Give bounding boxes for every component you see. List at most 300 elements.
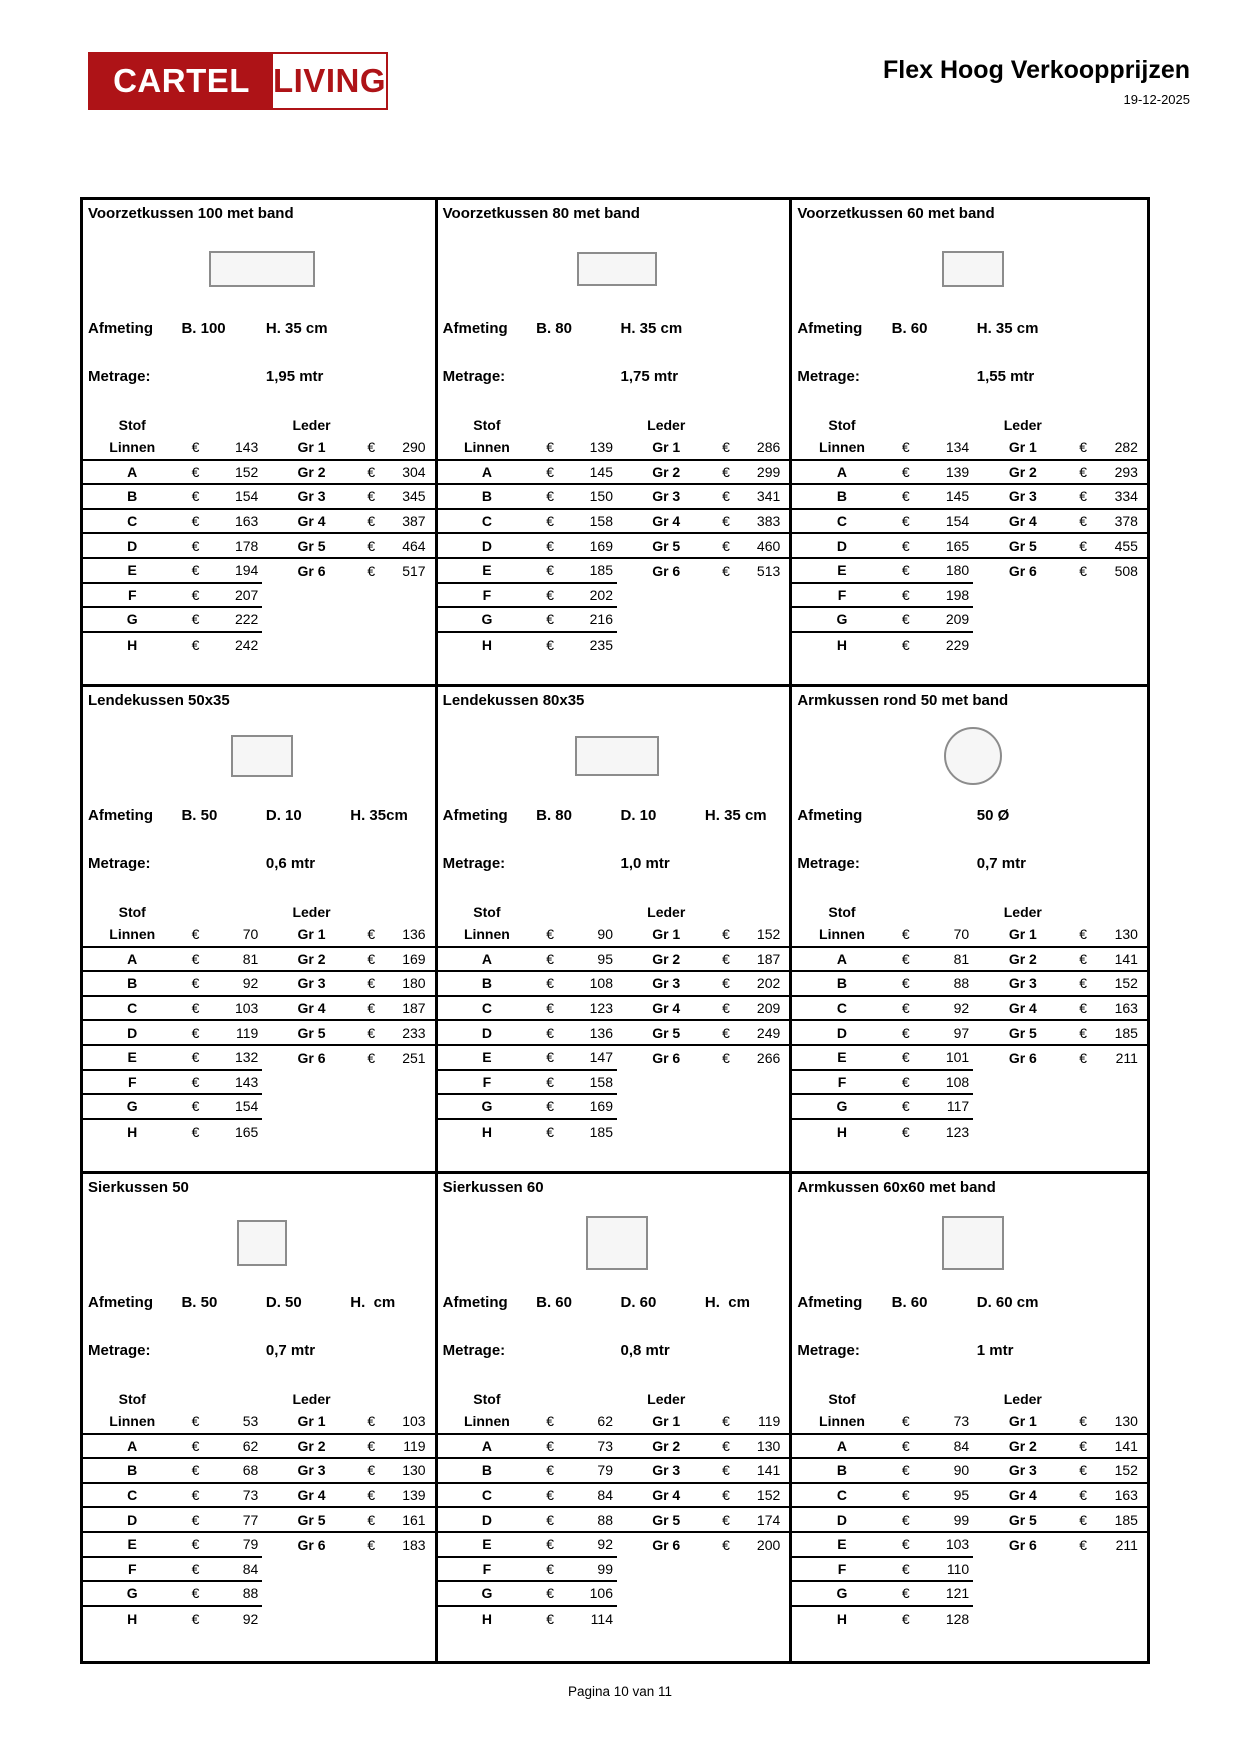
leather-price: 103 — [382, 1410, 435, 1435]
price-row — [83, 972, 435, 997]
euro-sign: € — [361, 485, 382, 510]
price-row — [83, 1120, 435, 1145]
price-table-header — [438, 414, 790, 436]
fabric-price: 185 — [564, 559, 617, 584]
fabric-label: F — [83, 1558, 181, 1583]
leather-price: 152 — [737, 1484, 790, 1509]
afmeting-label: Afmeting — [442, 320, 508, 337]
price-row — [792, 1410, 1147, 1435]
leather-grade-label — [262, 1558, 360, 1583]
leather-price: 185 — [1094, 1508, 1147, 1533]
fabric-price: 88 — [564, 1508, 617, 1533]
fabric-label: E — [792, 559, 891, 584]
fabric-price: 163 — [210, 510, 263, 535]
euro-sign: € — [892, 1484, 920, 1509]
leather-price — [382, 584, 435, 609]
fabric-price: 62 — [564, 1410, 617, 1435]
fabric-price: 154 — [210, 485, 263, 510]
dimension-value-2: H. 35 cm — [265, 320, 328, 337]
euro-sign: € — [361, 510, 382, 535]
leather-grade-label: Gr 1 — [262, 923, 360, 948]
product-card — [792, 687, 1147, 1174]
product-title: Voorzetkussen 60 met band — [797, 205, 995, 222]
price-table-header — [83, 414, 435, 436]
fabric-label: A — [792, 1435, 891, 1460]
price-row — [83, 1558, 435, 1583]
fabric-label: B — [83, 485, 181, 510]
metrage-line — [83, 368, 435, 388]
euro-sign: € — [536, 1533, 564, 1558]
leather-grade-label: Gr 1 — [262, 1410, 360, 1435]
fabric-price: 158 — [564, 1071, 617, 1096]
fabric-price: 147 — [564, 1046, 617, 1071]
leather-price — [737, 1095, 790, 1120]
leather-price: 163 — [1094, 997, 1147, 1022]
leather-price: 202 — [737, 972, 790, 997]
euro-sign: € — [1072, 436, 1093, 461]
fabric-label: E — [438, 559, 536, 584]
fabric-price: 70 — [210, 923, 263, 948]
fabric-label: E — [438, 1046, 536, 1071]
leder-header: Leder — [1003, 904, 1042, 920]
fabric-label: B — [792, 485, 891, 510]
fabric-price: 123 — [564, 997, 617, 1022]
fabric-label: A — [438, 948, 536, 973]
euro-sign: € — [361, 1484, 382, 1509]
metrage-value: 0,6 mtr — [265, 855, 316, 872]
leather-price: 185 — [1094, 1021, 1147, 1046]
fabric-label: F — [792, 584, 891, 609]
euro-sign — [715, 608, 736, 633]
leather-grade-label: Gr 5 — [617, 1021, 715, 1046]
stof-header: Stof — [118, 904, 146, 920]
leather-grade-label: Gr 3 — [262, 485, 360, 510]
price-grid — [80, 197, 1150, 1664]
price-row — [792, 948, 1147, 973]
fabric-label: D — [83, 534, 181, 559]
leather-price: 341 — [737, 485, 790, 510]
leather-grade-label: Gr 4 — [262, 1484, 360, 1509]
leather-price: 200 — [756, 1537, 781, 1554]
leather-grade-label: Gr 5 — [973, 1021, 1072, 1046]
fabric-label: C — [792, 997, 891, 1022]
afmeting-label: Afmeting — [797, 807, 863, 824]
leather-price — [737, 1071, 790, 1096]
euro-sign: € — [361, 461, 382, 486]
dimension-line — [792, 1294, 1147, 1314]
fabric-label: H — [481, 1124, 492, 1141]
euro-sign: € — [181, 1046, 209, 1071]
fabric-price: 62 — [210, 1435, 263, 1460]
euro-sign — [1072, 1558, 1093, 1583]
leather-grade-label: Gr 6 — [652, 563, 681, 580]
price-row — [438, 948, 790, 973]
leather-grade-label: Gr 3 — [973, 1459, 1072, 1484]
price-row — [83, 948, 435, 973]
euro-sign: € — [536, 436, 564, 461]
fabric-label: D — [83, 1021, 181, 1046]
leather-grade-label: Gr 2 — [617, 948, 715, 973]
fabric-price: 145 — [564, 461, 617, 486]
fabric-label: F — [792, 1071, 891, 1096]
price-row — [438, 1582, 790, 1607]
price-row — [438, 510, 790, 535]
leather-grade-label: Gr 3 — [617, 1459, 715, 1484]
euro-sign: € — [901, 1611, 910, 1628]
fabric-price: 207 — [210, 584, 263, 609]
leather-price: 152 — [1094, 972, 1147, 997]
euro-sign: € — [361, 1021, 382, 1046]
euro-sign: € — [1072, 972, 1093, 997]
price-table-header — [438, 901, 790, 923]
euro-sign: € — [715, 1021, 736, 1046]
leather-grade-label — [262, 1095, 360, 1120]
euro-sign: € — [892, 1071, 920, 1096]
product-sketch — [209, 251, 315, 287]
fabric-price: 92 — [242, 1611, 259, 1628]
leather-price: 299 — [737, 461, 790, 486]
leather-grade-label: Gr 4 — [617, 1484, 715, 1509]
leather-price: 508 — [1114, 563, 1138, 580]
euro-sign: € — [715, 436, 736, 461]
euro-sign — [361, 1582, 382, 1607]
price-row — [438, 1533, 790, 1558]
fabric-price: 103 — [920, 1533, 973, 1558]
logo-cartel-text: CARTEL — [90, 54, 273, 108]
leather-price — [1094, 608, 1147, 633]
leather-grade-label: Gr 6 — [652, 1537, 681, 1554]
fabric-label: D — [438, 1508, 536, 1533]
dimension-value-2: D. 10 — [265, 807, 302, 824]
fabric-price: 180 — [920, 559, 973, 584]
leather-grade-label — [262, 608, 360, 633]
leather-grade-label: Gr 5 — [973, 1508, 1072, 1533]
price-row — [438, 1021, 790, 1046]
dimension-line — [83, 320, 435, 340]
leather-price: 183 — [402, 1537, 426, 1554]
price-row — [438, 461, 790, 486]
page-number: Pagina 10 van 11 — [567, 1684, 673, 1699]
leather-grade-label: Gr 4 — [973, 510, 1072, 535]
price-row — [792, 997, 1147, 1022]
euro-sign: € — [181, 1484, 209, 1509]
leather-price: 378 — [1094, 510, 1147, 535]
euro-sign: € — [715, 485, 736, 510]
leather-grade-label — [262, 1607, 360, 1632]
euro-sign: € — [892, 510, 920, 535]
leather-grade-label: Gr 3 — [617, 972, 715, 997]
metrage-line — [83, 855, 435, 875]
document-date: 19-12-2025 — [1123, 92, 1190, 107]
leather-grade-label: Gr 1 — [973, 436, 1072, 461]
fabric-price: 79 — [210, 1533, 263, 1558]
fabric-price: 68 — [210, 1459, 263, 1484]
fabric-price: 73 — [920, 1410, 973, 1435]
dimension-value-2: H. 35 cm — [620, 320, 683, 337]
leather-grade-label — [617, 1582, 715, 1607]
euro-sign: € — [361, 948, 382, 973]
leather-price: 139 — [382, 1484, 435, 1509]
euro-sign: € — [181, 1459, 209, 1484]
dimension-value-1: B. 60 — [891, 320, 928, 337]
price-row — [438, 485, 790, 510]
fabric-label: B — [438, 485, 536, 510]
leather-price: 387 — [382, 510, 435, 535]
price-row — [792, 485, 1147, 510]
leather-grade-label — [617, 1095, 715, 1120]
dimension-value-3: H. cm — [350, 1294, 396, 1311]
euro-sign: € — [367, 1050, 376, 1067]
fabric-label: Linnen — [438, 436, 536, 461]
fabric-price: 229 — [945, 637, 970, 654]
product-card — [83, 687, 438, 1174]
price-row — [438, 1120, 790, 1145]
fabric-label: D — [438, 534, 536, 559]
fabric-label: G — [792, 1095, 891, 1120]
fabric-price: 53 — [210, 1410, 263, 1435]
leather-grade-label: Gr 4 — [262, 997, 360, 1022]
euro-sign — [361, 1095, 382, 1120]
product-sketch-area — [792, 717, 1147, 795]
fabric-price: 242 — [234, 637, 259, 654]
fabric-price: 143 — [210, 436, 263, 461]
product-title: Armkussen rond 50 met band — [797, 692, 1009, 709]
leather-price: 180 — [382, 972, 435, 997]
fabric-label: H — [127, 637, 138, 654]
metrage-value: 1,55 mtr — [976, 368, 1035, 385]
leather-price — [382, 1607, 435, 1632]
product-sketch — [586, 1216, 648, 1270]
fabric-price: 139 — [920, 461, 973, 486]
leather-price — [1094, 1558, 1147, 1583]
euro-sign: € — [181, 485, 209, 510]
euro-sign: € — [1072, 1410, 1093, 1435]
product-sketch-area — [438, 230, 790, 308]
fabric-label: D — [792, 534, 891, 559]
metrage-line — [83, 1342, 435, 1362]
euro-sign: € — [892, 972, 920, 997]
leather-price: 211 — [1115, 1050, 1138, 1067]
leather-grade-label: Gr 2 — [262, 948, 360, 973]
metrage-label: Metrage: — [442, 855, 506, 872]
euro-sign: € — [536, 1558, 564, 1583]
metrage-label: Metrage: — [797, 368, 860, 385]
dimension-line — [83, 807, 435, 827]
fabric-price: 209 — [920, 608, 973, 633]
euro-sign — [715, 633, 736, 658]
leather-price: 141 — [1094, 948, 1147, 973]
leder-header: Leder — [292, 1391, 331, 1407]
product-sketch — [231, 735, 293, 777]
price-row — [83, 1071, 435, 1096]
fabric-price: 81 — [210, 948, 263, 973]
leather-price — [1094, 633, 1147, 658]
euro-sign: € — [1072, 1459, 1093, 1484]
fabric-label: A — [792, 461, 891, 486]
price-table — [438, 923, 790, 1144]
fabric-label: C — [83, 1484, 181, 1509]
product-card — [83, 200, 438, 687]
leather-price — [382, 1558, 435, 1583]
euro-sign: € — [181, 1558, 209, 1583]
fabric-price: 77 — [210, 1508, 263, 1533]
euro-sign: € — [181, 923, 209, 948]
price-table-header — [792, 901, 1147, 923]
fabric-label: A — [83, 1435, 181, 1460]
fabric-price: 81 — [920, 948, 973, 973]
price-row — [792, 1459, 1147, 1484]
euro-sign: € — [536, 1046, 564, 1071]
dimension-value-2: 50 Ø — [976, 807, 1010, 824]
euro-sign: € — [361, 1435, 382, 1460]
euro-sign: € — [892, 608, 920, 633]
fabric-price: 84 — [210, 1558, 263, 1583]
euro-sign: € — [1072, 997, 1093, 1022]
euro-sign: € — [1079, 563, 1087, 580]
dimension-line — [438, 320, 790, 340]
leather-grade-label — [973, 633, 1072, 658]
fabric-label: F — [83, 1071, 181, 1096]
fabric-price: 73 — [564, 1435, 617, 1460]
euro-sign: € — [536, 1435, 564, 1460]
price-row — [792, 510, 1147, 535]
euro-sign: € — [361, 436, 382, 461]
fabric-price: 110 — [920, 1558, 973, 1583]
fabric-label: B — [792, 1459, 891, 1484]
euro-sign: € — [1072, 485, 1093, 510]
leather-grade-label: Gr 5 — [262, 1508, 360, 1533]
leather-grade-label — [617, 1558, 715, 1583]
price-row — [792, 461, 1147, 486]
metrage-line — [792, 855, 1147, 875]
price-row — [438, 559, 790, 584]
fabric-price: 128 — [945, 1611, 970, 1628]
leather-grade-label: Gr 6 — [1008, 1537, 1037, 1554]
euro-sign — [361, 608, 382, 633]
leather-grade-label: Gr 3 — [262, 972, 360, 997]
price-row — [83, 510, 435, 535]
fabric-label: H — [836, 1124, 848, 1141]
euro-sign: € — [361, 972, 382, 997]
leather-grade-label: Gr 1 — [617, 923, 715, 948]
stof-header: Stof — [118, 1391, 146, 1407]
price-row — [438, 1484, 790, 1509]
metrage-label: Metrage: — [88, 855, 151, 872]
leather-price: 174 — [737, 1508, 790, 1533]
fabric-label: E — [792, 1046, 891, 1071]
fabric-label: Linnen — [83, 1410, 181, 1435]
leather-grade-label: Gr 2 — [262, 461, 360, 486]
euro-sign: € — [892, 461, 920, 486]
dimension-value-2: D. 10 — [620, 807, 657, 824]
fabric-price: 121 — [920, 1582, 973, 1607]
leather-grade-label — [617, 584, 715, 609]
euro-sign — [1072, 1095, 1093, 1120]
leather-grade-label: Gr 3 — [973, 972, 1072, 997]
price-row — [438, 436, 790, 461]
leather-grade-label — [973, 1071, 1072, 1096]
fabric-price: 108 — [920, 1071, 973, 1096]
fabric-price: 73 — [210, 1484, 263, 1509]
euro-sign: € — [536, 1071, 564, 1096]
fabric-label: F — [438, 1071, 536, 1096]
dimension-value-1: B. 80 — [536, 807, 572, 824]
document-header — [883, 56, 1190, 107]
euro-sign: € — [361, 997, 382, 1022]
product-card — [438, 687, 793, 1174]
fabric-price: 88 — [210, 1582, 263, 1607]
fabric-label: C — [83, 510, 181, 535]
leather-grade-label: Gr 6 — [652, 1050, 681, 1067]
fabric-price: 169 — [564, 534, 617, 559]
euro-sign: € — [361, 1459, 382, 1484]
fabric-label: Linnen — [792, 436, 891, 461]
dimension-value-1: B. 50 — [181, 807, 218, 824]
page-footer — [0, 1684, 1240, 1699]
euro-sign: € — [536, 1410, 564, 1435]
price-table-header — [83, 1388, 435, 1410]
euro-sign: € — [892, 1582, 920, 1607]
dimension-value-2: D. 60 cm — [976, 1294, 1039, 1311]
fabric-label: Linnen — [438, 923, 536, 948]
dimension-value-3: H. 35 cm — [704, 807, 767, 824]
price-row — [83, 1508, 435, 1533]
fabric-price: 150 — [564, 485, 617, 510]
price-row — [792, 608, 1147, 633]
dimension-value-1: B. 60 — [536, 1294, 572, 1311]
price-row — [83, 1582, 435, 1607]
metrage-line — [438, 368, 790, 388]
euro-sign: € — [715, 1459, 736, 1484]
leather-grade-label: Gr 1 — [973, 923, 1072, 948]
price-row — [792, 584, 1147, 609]
euro-sign — [715, 584, 736, 609]
leather-price — [737, 1558, 790, 1583]
dimension-line — [438, 807, 790, 827]
price-row — [792, 1607, 1147, 1632]
price-row — [792, 1558, 1147, 1583]
euro-sign: € — [181, 948, 209, 973]
fabric-label: C — [792, 1484, 891, 1509]
product-title: Voorzetkussen 100 met band — [88, 205, 294, 222]
euro-sign: € — [892, 1508, 920, 1533]
euro-sign: € — [361, 534, 382, 559]
leather-grade-label — [973, 1582, 1072, 1607]
euro-sign — [715, 1120, 736, 1145]
leather-price — [382, 1582, 435, 1607]
price-row — [83, 1435, 435, 1460]
fabric-label: C — [438, 997, 536, 1022]
fabric-label: C — [438, 510, 536, 535]
leather-price: 334 — [1094, 485, 1147, 510]
product-title: Lendekussen 50x35 — [88, 692, 230, 709]
euro-sign: € — [715, 461, 736, 486]
euro-sign: € — [181, 1410, 209, 1435]
fabric-label: Linnen — [792, 923, 891, 948]
fabric-label: A — [83, 948, 181, 973]
euro-sign: € — [715, 1410, 736, 1435]
euro-sign: € — [536, 923, 564, 948]
price-table — [438, 436, 790, 657]
price-row — [792, 972, 1147, 997]
euro-sign: € — [361, 923, 382, 948]
price-row — [792, 1095, 1147, 1120]
leather-price — [1094, 1607, 1147, 1632]
price-row — [792, 1582, 1147, 1607]
euro-sign: € — [181, 1071, 209, 1096]
price-row — [83, 1607, 435, 1632]
euro-sign: € — [715, 972, 736, 997]
